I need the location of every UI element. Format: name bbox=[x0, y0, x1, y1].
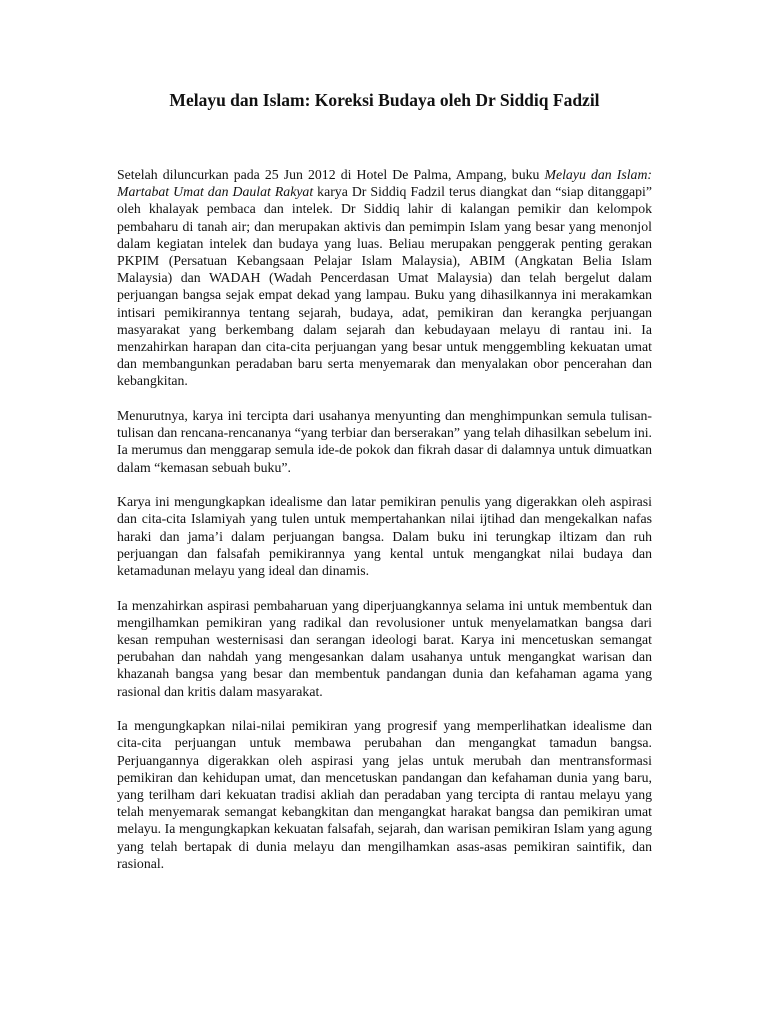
paragraph-5: Ia mengungkapkan nilai-nilai pemikiran yang progresif yang memperlihatkan idealisme dan cita-cita perjuangan untuk membawa perubahan dan mengangkat tamadun bangsa. Perjuangannya digerakkan oleh aspirasi yang jelas untuk merubah dan mentransformasi pemikiran dan kehidupan umat, dan mencetuskan pandangan dan kefahaman dunia yang baru, yang terilham dari kekuatan tradisi akliah dan peradaban yang tercipta di rantau melayu yang telah menyemarak semangat kebangkitan dan mengangkat harakat bangsa dan pemikiran umat melayu. Ia mengungkapkan kekuatan falsafah, sejarah, dan warisan pemikiran Islam yang agung yang telah bertapak di dunia melayu dan mengilhamkan asas-asas pemikiran saintifik, dan rasional. bbox=[117, 718, 652, 871]
book-title: Melayu dan Islam: Martabat Umat dan Daulat Rakyat bbox=[117, 167, 652, 200]
paragraph-3: Karya ini mengungkapkan idealisme dan latar pemikiran penulis yang digerakkan oleh aspirasi dan cita-cita Islamiyah yang tulen untuk mempertahankan nilai ijtihad dan mengekalkan nafas haraki dan jama’i dalam perjuangan bangsa. Dalam buku ini terungkap iltizam dan ruh perjuangan dan falsafah pemikirannya yang kental untuk mengangkat nilai budaya dan ketamadunan melayu yang ideal dan dinamis. bbox=[117, 494, 652, 579]
document-title: Melayu dan Islam: Koreksi Budaya oleh Dr Siddiq Fadzil bbox=[169, 90, 600, 110]
paragraph-1 bbox=[117, 166, 652, 390]
paragraph-4: Ia menzahirkan aspirasi pembaharuan yang diperjuangkannya selama ini untuk membentuk dan mengilhamkan pemikiran yang radikal dan revolusioner untuk menyelamatkan bangsa dari kesan rempuhan westernisasi dan serangan ideologi barat. Karya ini mencetuskan semangat perubahan dan nahdah yang mengesankan dalam usahanya untuk mengangkat warisan dan khazanah bangsa yang besar dan membentuk pandangan dunia dan kefahaman agama yang rasional dan kritis dalam masyarakat. bbox=[117, 597, 652, 699]
paragraph-2: Menurutnya, karya ini tercipta dari usahanya menyunting dan menghimpunkan semula tulisan-tulisan dan rencana-rencananya “yang terbiar dan berserakan” yang telah dihasilkan sebelum ini. Ia merumus dan menggarap semula ide-de pokok dan fikrah dasar di dalamnya untuk dimuatkan dalam “kemasan sebuah buku”. bbox=[117, 408, 652, 475]
paragraph-1-rest: karya Dr Siddiq Fadzil terus diangkat dan “siap ditanggapi” oleh khalayak pembaca dan intelek. Dr Siddiq lahir di kalangan pemikir dan kelompok pembaharu di tanah air; dan merupakan aktivis dan pemimpin Islam yang besar yang menonjol dalam kegiatan intelek dan budaya yang luas. Beliau merupakan penggerak penting gerakan PKPIM (Persatuan Kebangsaan Pelajar Islam Malaysia), ABIM (Angkatan Belia Islam Malaysia) dan WADAH (Wadah Pencerdasan Umat Malaysia) dan telah bergelut dalam perjuangan bangsa sejak empat dekad yang lampau. Buku yang dihasilkannya ini merakamkan intisari pemikirannya tentang sejarah, budaya, adat, pemikiran dan kerangka perjuangan masyarakat yang berkembang dalam sejarah dan kebudayaan melayu di rantau ini. Ia menzahirkan harapan dan cita-cita perjuangan yang besar untuk menggembling kekuatan umat dan membangunkan peradaban baru serta menyemarak dan menyalakan obor pencerahan dan kebangkitan. bbox=[117, 184, 652, 389]
paragraph-1-lead: Setelah diluncurkan pada 25 Jun 2012 di Hotel De Palma, Ampang, buku bbox=[117, 167, 545, 182]
document-body bbox=[117, 166, 652, 872]
document-page bbox=[117, 88, 652, 889]
